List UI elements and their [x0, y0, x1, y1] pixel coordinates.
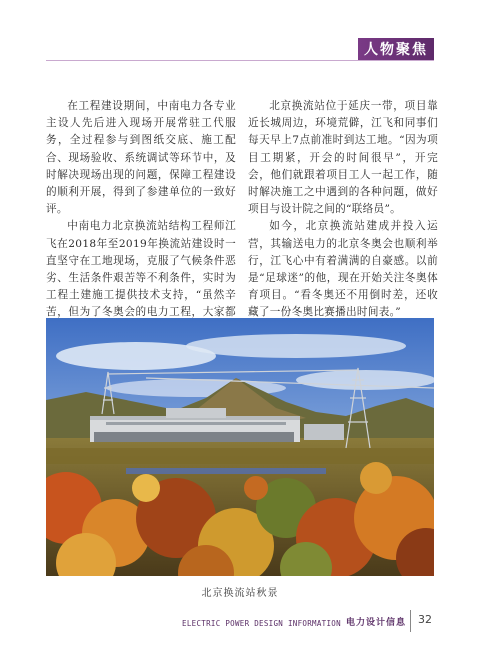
footer-divider: [410, 610, 411, 632]
photo-caption: 北京换流站秋景: [201, 588, 279, 599]
article-paragraph: 北京换流站位于延庆一带，项目靠近长城周边，环境荒僻，江飞和同事们每天早上7点前准时到达工地。“因为项目工期紧，开会的时间很早”，开完会，他们就跟着项目工人一起工作，随时解决施工之中遇到的各种问题，做好项目与设计院之间的“联络员”。: [248, 100, 438, 216]
page-number: 32: [418, 613, 432, 626]
converter-station-photo: [46, 318, 434, 576]
article-paragraph: 在工程建设期间，中南电力各专业主设人先后进入现场开展常驻工代服务，全过程参与到图纸交底、施工配合、现场验收、系统调试等环节中，及时解决现场出现的问题，保障工程建设的顺利开展，得到了参建单位的一致好评。: [46, 100, 236, 216]
journal-title-en: ELECTRIC POWER DESIGN INFORMATION: [182, 619, 341, 628]
article-column-right: [248, 98, 438, 322]
section-divider: [46, 60, 434, 61]
article-column-left: [46, 98, 236, 339]
section-label: 人物聚焦: [358, 38, 434, 60]
journal-title-cn: 电力设计信息: [346, 618, 407, 628]
article-paragraph: 如今，北京换流站建成并投入运营，其输送电力的北京冬奥会也顺利举行，江飞心中有着满满的自豪感。以前是“足球迷”的他，现在开始关注冬奥体育项目。“看冬奥还不用倒时差，还收藏了一份冬奥比赛播出时间表。”: [248, 220, 438, 319]
article-paragraph: 中南电力北京换流站结构工程师江飞在2018年至2019年换流站建设时一直坚守在工地现场，克服了气候条件恶劣、生活条件艰苦等不利条件，实时为工程土建施工提供技术支持，“虽然辛苦，但为了冬奥会的电力工程，大家都: [46, 220, 236, 319]
